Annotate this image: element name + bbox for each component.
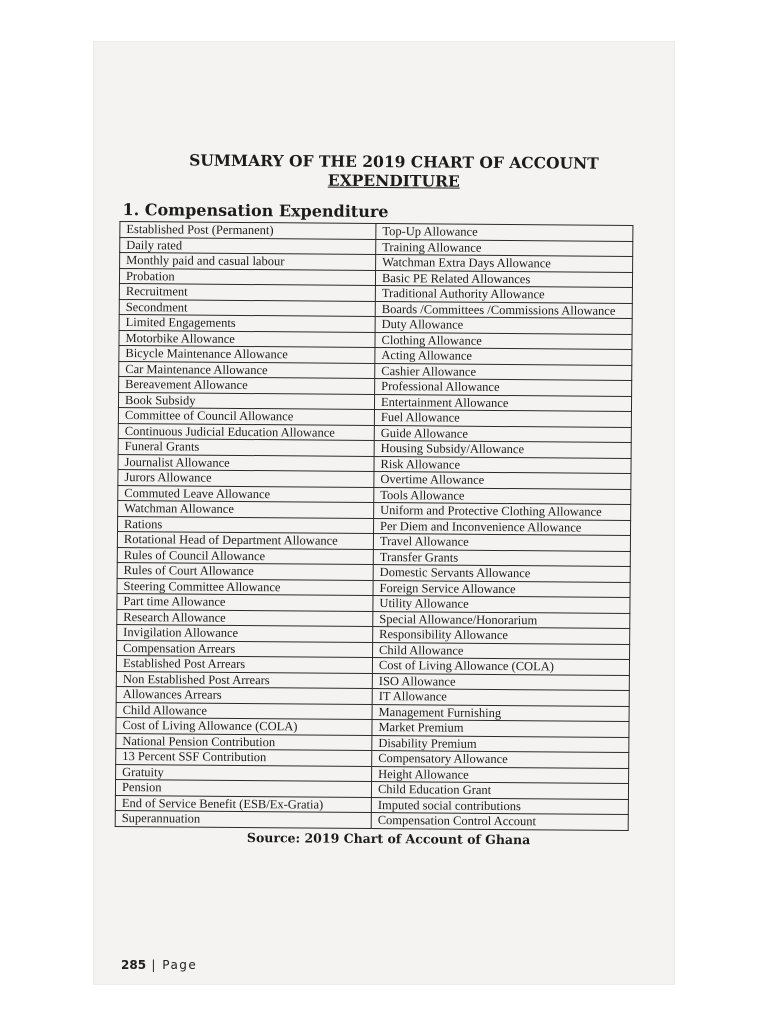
table-cell-left: Invigilation Allowance: [117, 624, 373, 642]
table-cell-left: Monthly paid and casual labour: [120, 253, 376, 271]
table-cell-right: Cashier Allowance: [375, 363, 632, 381]
table-cell-right: Market Premium: [372, 719, 629, 737]
table-cell-left: National Pension Contribution: [116, 733, 372, 751]
compensation-expenditure-table: [115, 221, 634, 831]
table-cell-left: Gratuity: [116, 764, 372, 782]
table-cell-right: Watchman Extra Days Allowance: [376, 255, 633, 273]
table-cell-right: Fuel Allowance: [374, 410, 631, 428]
table-cell-right: Acting Allowance: [375, 348, 632, 366]
table-cell-right: Transfer Grants: [373, 549, 630, 567]
table-cell-left: End of Service Benefit (ESB/Ex-Gratia): [115, 795, 371, 813]
table-cell-right: Foreign Service Allowance: [373, 580, 630, 598]
table-cell-right: Traditional Authority Allowance: [375, 286, 632, 304]
table-cell-right: ISO Allowance: [372, 673, 629, 691]
table-cell-left: Established Post Arrears: [116, 655, 372, 673]
table-cell-left: Book Subsidy: [118, 392, 374, 410]
table-cell-left: 13 Percent SSF Contribution: [116, 748, 372, 766]
table-cell-left: Daily rated: [120, 237, 376, 255]
table-cell-left: Car Maintenance Allowance: [119, 361, 375, 379]
table-cell-right: Travel Allowance: [373, 534, 630, 552]
table-cell-right: Management Furnishing: [372, 704, 629, 722]
table-cell-right: Compensatory Allowance: [372, 750, 629, 768]
table-cell-right: Special Allowance/Honorarium: [373, 611, 630, 629]
table-cell-right: Height Allowance: [372, 766, 629, 784]
table-cell-left: Funeral Grants: [118, 438, 374, 456]
table-cell-right: Responsibility Allowance: [373, 626, 630, 644]
table-cell-left: Non Established Post Arrears: [116, 671, 372, 689]
title-line-1: SUMMARY OF THE 2019 CHART OF ACCOUNT: [189, 150, 599, 173]
table-cell-right: Risk Allowance: [374, 456, 631, 474]
table-cell-right: Imputed social contributions: [371, 797, 628, 815]
table-cell-right: Training Allowance: [376, 239, 633, 257]
page-label: | Page: [151, 958, 198, 972]
page-content: [115, 150, 638, 848]
table-cell-left: Rules of Council Allowance: [117, 547, 373, 565]
page-footer: [121, 958, 197, 972]
table-cell-left: Bereavement Allowance: [119, 376, 375, 394]
table-cell-right: Domestic Servants Allowance: [373, 565, 630, 583]
table-row: [115, 810, 628, 830]
table-cell-left: Commuted Leave Allowance: [118, 485, 374, 503]
table-cell-left: Rotational Head of Department Allowance: [117, 531, 373, 549]
table-cell-right: Child Education Grant: [371, 781, 628, 799]
table-cell-left: Rations: [118, 516, 374, 534]
table-cell-left: Jurors Allowance: [118, 469, 374, 487]
table-cell-left: Established Post (Permanent): [120, 222, 376, 240]
table-cell-left: Pension: [115, 779, 371, 797]
section-heading: 1. Compensation Expenditure: [122, 200, 389, 222]
table-body: [115, 222, 633, 831]
table-cell-right: Overtime Allowance: [374, 472, 631, 490]
table-cell-left: Part time Allowance: [117, 593, 373, 611]
table-cell-left: Motorbike Allowance: [119, 330, 375, 348]
table-cell-left: Child Allowance: [116, 702, 372, 720]
title-line-2: EXPENDITURE: [327, 170, 460, 191]
table-cell-right: Guide Allowance: [374, 425, 631, 443]
table-cell-left: Steering Committee Allowance: [117, 578, 373, 596]
table-cell-left: Watchman Allowance: [118, 500, 374, 518]
table-cell-right: Child Allowance: [373, 642, 630, 660]
table-cell-right: IT Allowance: [372, 688, 629, 706]
document-title: [120, 150, 638, 192]
table-cell-right: Tools Allowance: [374, 487, 631, 505]
table-cell-left: Superannuation: [115, 810, 371, 828]
table-cell-right: Cost of Living Allowance (COLA): [372, 657, 629, 675]
table-cell-right: Basic PE Related Allowances: [375, 270, 632, 288]
table-cell-right: Clothing Allowance: [375, 332, 632, 350]
table-cell-left: Recruitment: [119, 283, 375, 301]
table-cell-left: Limited Engagements: [119, 314, 375, 332]
table-cell-left: Research Allowance: [117, 609, 373, 627]
table-cell-right: Disability Premium: [372, 735, 629, 753]
table-cell-left: Cost of Living Allowance (COLA): [116, 717, 372, 735]
table-cell-right: Utility Allowance: [373, 596, 630, 614]
table-cell-left: Rules of Court Allowance: [117, 562, 373, 580]
table-cell-left: Continuous Judicial Education Allowance: [118, 423, 374, 441]
table-cell-right: Uniform and Protective Clothing Allowance: [374, 503, 631, 521]
table-cell-left: Journalist Allowance: [118, 454, 374, 472]
table-cell-left: Bicycle Maintenance Allowance: [119, 345, 375, 363]
table-cell-right: Housing Subsidy/Allowance: [374, 441, 631, 459]
table-cell-right: Top-Up Allowance: [376, 224, 633, 242]
table-cell-left: Compensation Arrears: [117, 640, 373, 658]
table-cell-right: Compensation Control Account: [371, 812, 628, 830]
table-cell-left: Probation: [119, 268, 375, 286]
source-caption: Source: 2019 Chart of Account of Ghana: [246, 829, 531, 847]
table-cell-right: Entertainment Allowance: [374, 394, 631, 412]
page-number: 285: [121, 958, 147, 972]
table-cell-right: Duty Allowance: [375, 317, 632, 335]
table-cell-right: Per Diem and Inconvenience Allowance: [373, 518, 630, 536]
table-cell-left: Allowances Arrears: [116, 686, 372, 704]
table-cell-right: Boards /Committees /Commissions Allowance: [375, 301, 632, 319]
table-cell-left: Secondment: [119, 299, 375, 317]
table-cell-left: Committee of Council Allowance: [118, 407, 374, 425]
table-cell-right: Professional Allowance: [375, 379, 632, 397]
